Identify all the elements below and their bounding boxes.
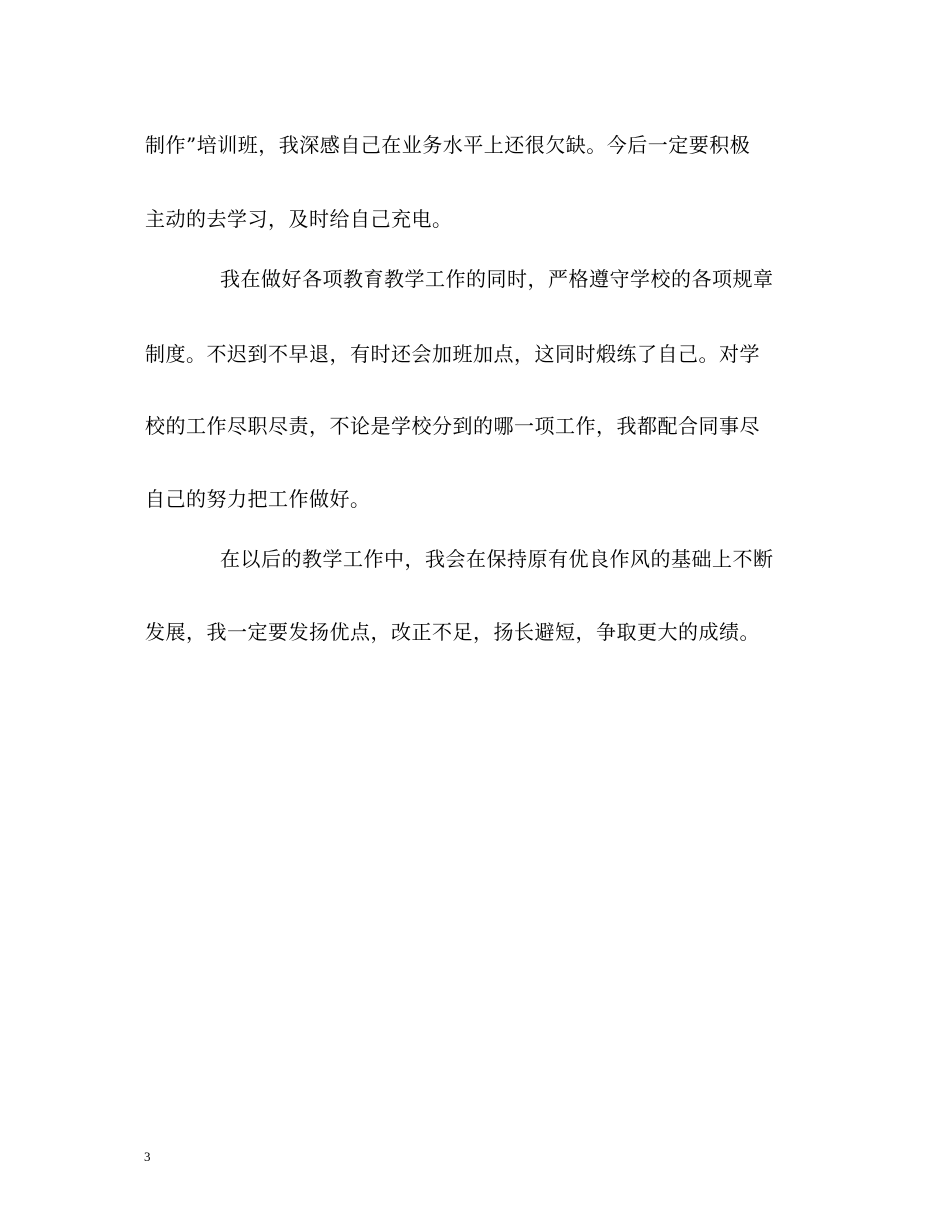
body-line: 主动的去学习，及时给自己充电。 [145,207,453,231]
page-number: 3 [144,1149,151,1164]
body-line: 发展，我一定要发扬优点，改正不足，扬长避短，争取更大的成绩。 [145,620,760,644]
paragraph-first-line: 在以后的教学工作中，我会在保持原有优良作风的基础上不断 [220,547,774,571]
body-line: 制作”培训班，我深感自己在业务水平上还很欠缺。今后一定要积极 [145,133,751,157]
body-line: 自己的努力把工作做好。 [145,487,371,511]
body-line: 校的工作尽职尽责，不论是学校分到的哪一项工作，我都配合同事尽 [145,414,760,438]
body-line: 制度。不迟到不早退，有时还会加班加点，这同时煅练了自己。对学 [145,342,760,366]
paragraph-first-line: 我在做好各项教育教学工作的同时，严格遵守学校的各项规章 [220,267,774,291]
